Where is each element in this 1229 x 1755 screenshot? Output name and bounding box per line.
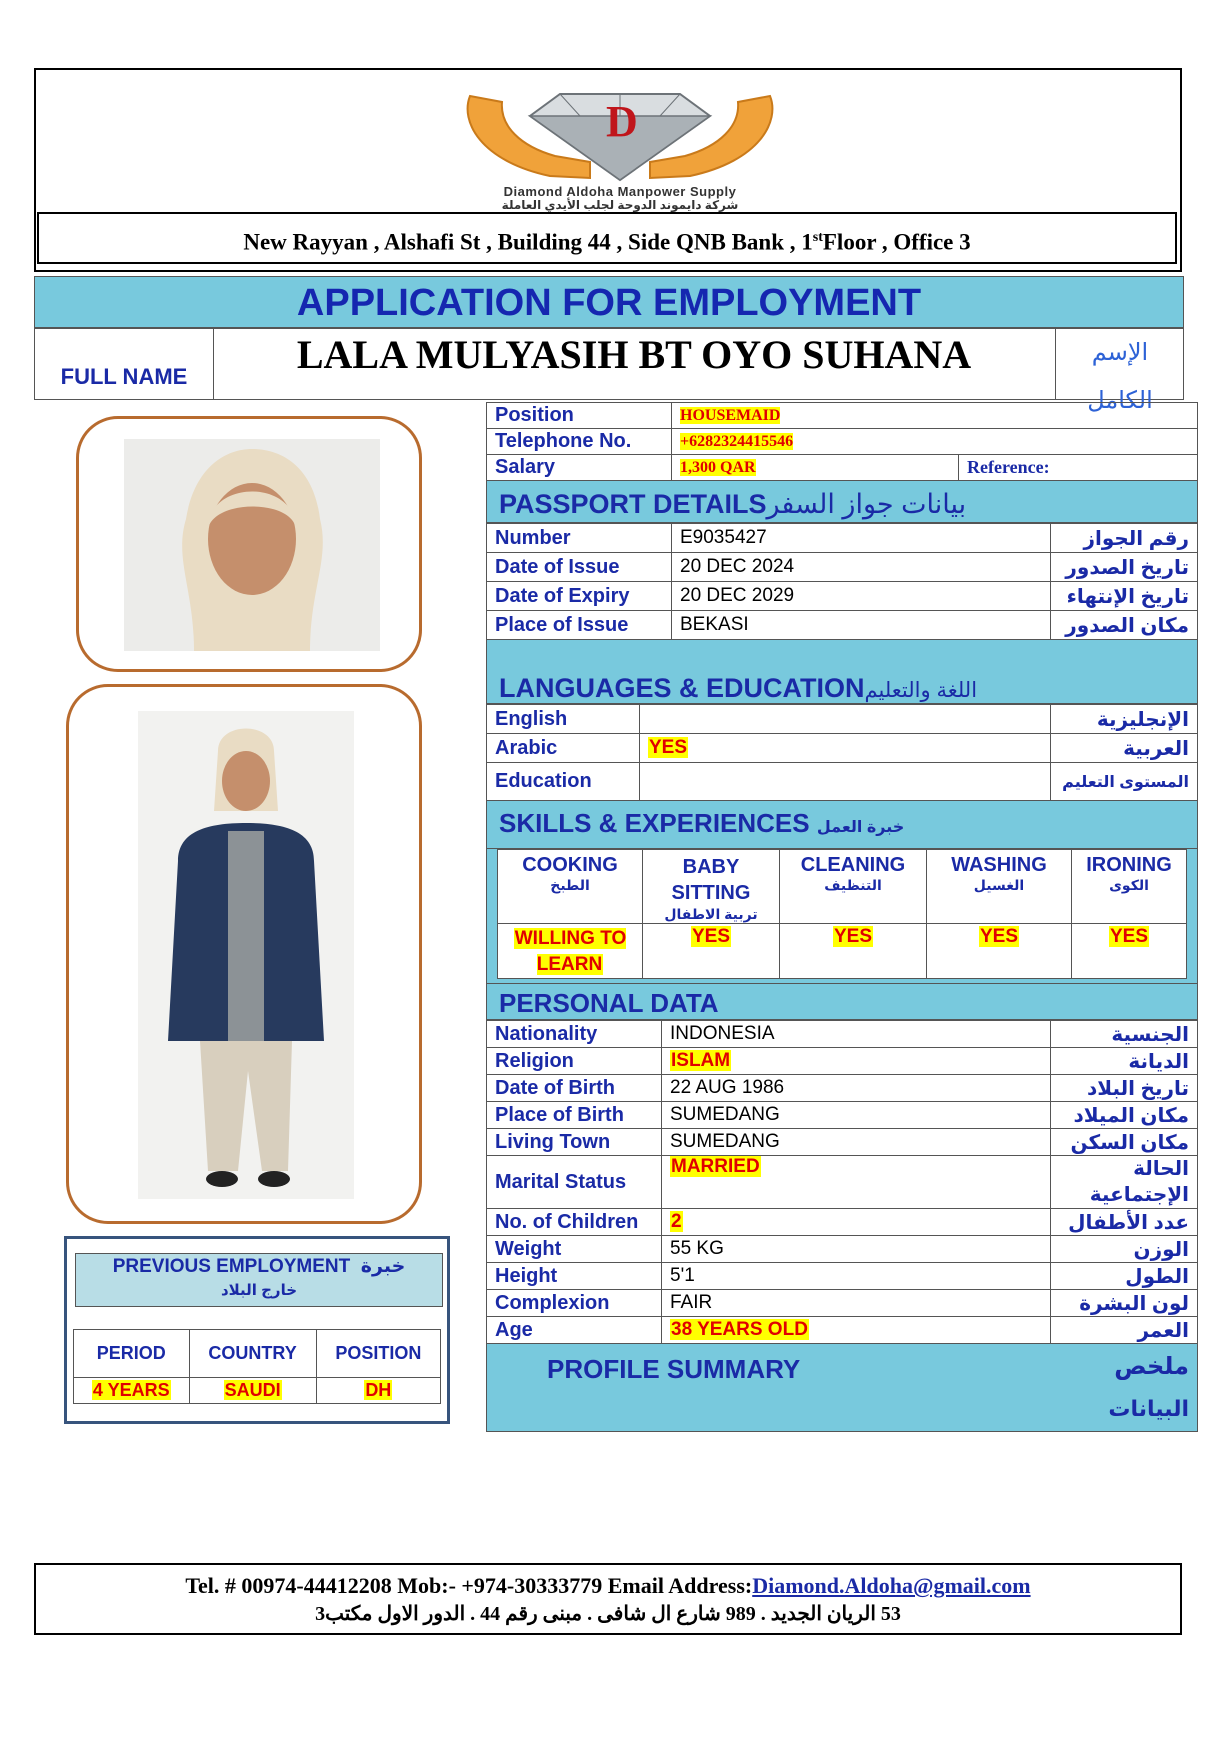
english-value [640, 705, 1051, 734]
job-info-table [486, 402, 1198, 481]
place-of-birth-label: Place of Birth [487, 1102, 662, 1129]
weight-label: Weight [487, 1236, 662, 1263]
passport-section-header: PASSPORT DETAILSبيانات جواز السفر [486, 481, 1198, 523]
children-label: No. of Children [487, 1209, 662, 1236]
employment-period: 4 YEARS [92, 1380, 170, 1400]
height-label-ar: الطول [1051, 1263, 1198, 1290]
marital-status-label-ar: الحالة الإجتماعية [1051, 1156, 1198, 1209]
address-bar [37, 212, 1177, 264]
skills-section-header: SKILLS & EXPERIENCES خبرة العمل [486, 801, 1198, 849]
place-of-issue-label-ar: مكان الصدور [1051, 611, 1198, 640]
full-name-row [34, 328, 1184, 414]
living-town-label-ar: مكان السكن [1051, 1129, 1198, 1156]
logo-text-en: Diamond Aldoha Manpower Supply [503, 184, 737, 199]
application-title-bar [34, 276, 1184, 328]
skill-ironing: IRONING الكوى [1072, 850, 1187, 924]
weight-value: 55 KG [662, 1236, 1051, 1263]
cooking-value: WILLING TO LEARN [514, 928, 627, 975]
profile-summary-title-ar-2: البيانات [1108, 1396, 1189, 1421]
position-value: HOUSEMAID [680, 406, 781, 424]
header-period: PERIOD [74, 1330, 190, 1378]
employment-position: DH [365, 1380, 392, 1400]
arabic-label: Arabic [487, 734, 640, 763]
profile-summary-box [486, 1344, 1198, 1432]
logo-text-ar: شركة دايموند الدوحة لجلب الأيدي العاملة [501, 198, 739, 212]
skill-cleaning: CLEANING التنظيف [780, 850, 927, 924]
arabic-label-ar: العربية [1051, 734, 1198, 763]
complexion-value: FAIR [662, 1290, 1051, 1317]
skill-cooking: COOKING الطبخ [498, 850, 643, 924]
languages-table [486, 704, 1198, 801]
age-value: 38 YEARS OLD [671, 1319, 808, 1340]
expiry-date-value: 20 DEC 2029 [672, 582, 1051, 611]
logo-mark: D [606, 97, 638, 146]
footer-contact: Tel. # 00974-44412208 Mob:- +974-30333779 Email Address:Diamond.Aldoha@gmail.com [185, 1573, 1031, 1598]
salary-value: 1,300 QAR [680, 458, 756, 476]
washing-value: YES [979, 926, 1019, 947]
full-body-photo [138, 711, 354, 1199]
height-label: Height [487, 1263, 662, 1290]
application-title: APPLICATION FOR EMPLOYMENT [296, 282, 922, 324]
dob-label: Date of Birth [487, 1075, 662, 1102]
profile-summary-title-ar-1: ملخص [1114, 1353, 1189, 1380]
place-of-issue-value: BEKASI [672, 611, 1051, 640]
full-name-label: FULL NAME [35, 329, 214, 399]
expiry-date-label: Date of Expiry [487, 582, 672, 611]
english-label: English [487, 705, 640, 734]
religion-label: Religion [487, 1048, 662, 1075]
nationality-label-ar: الجنسية [1051, 1021, 1198, 1048]
passport-number-value: E9035427 [672, 524, 1051, 553]
personal-data-header: PERSONAL DATA [486, 984, 1198, 1020]
children-label-ar: عدد الأطفال [1051, 1209, 1198, 1236]
portrait-photo [124, 439, 380, 651]
position-label: Position [487, 403, 672, 429]
weight-label-ar: الوزن [1051, 1236, 1198, 1263]
religion-value: ISLAM [671, 1050, 731, 1071]
baby-sitting-value: YES [691, 926, 731, 947]
languages-section-header: LANGUAGES & EDUCATIONاللغة والتعليم [486, 640, 1198, 704]
employment-country: SAUDI [224, 1380, 281, 1400]
passport-table [486, 523, 1198, 640]
skill-baby-sitting: BABY SITTING تربية الاطفال [643, 850, 780, 924]
issue-date-value: 20 DEC 2024 [672, 553, 1051, 582]
cleaning-value: YES [833, 926, 873, 947]
nationality-label: Nationality [487, 1021, 662, 1048]
company-logo [440, 76, 800, 210]
email-link[interactable]: Diamond.Aldoha@gmail.com [752, 1573, 1031, 1598]
age-label: Age [487, 1317, 662, 1344]
issue-date-label: Date of Issue [487, 553, 672, 582]
place-of-issue-label: Place of Issue [487, 611, 672, 640]
arabic-value: YES [649, 737, 688, 758]
education-label: Education [487, 763, 640, 801]
children-value: 2 [671, 1211, 682, 1232]
place-of-birth-value: SUMEDANG [662, 1102, 1051, 1129]
company-address: New Rayyan , Alshafi St , Building 44 , Side QNB Bank , 1stFloor , Office 3 [243, 229, 971, 255]
english-label-ar: الإنجليزية [1051, 705, 1198, 734]
dob-label-ar: تاريخ البلاد [1051, 1075, 1198, 1102]
skills-table [497, 849, 1187, 979]
ironing-value: YES [1109, 926, 1149, 947]
salary-label: Salary [487, 455, 672, 481]
header-country: COUNTRY [189, 1330, 316, 1378]
personal-data-table [486, 1020, 1198, 1344]
portrait-photo-frame [76, 416, 422, 672]
nationality-value: INDONESIA [662, 1021, 1051, 1048]
expiry-date-label-ar: تاريخ الإنتهاء [1051, 582, 1198, 611]
reference-label: Reference: [959, 455, 1198, 481]
skills-container [486, 849, 1198, 984]
issue-date-label-ar: تاريخ الصدور [1051, 553, 1198, 582]
telephone-label: Telephone No. [487, 429, 672, 455]
living-town-label: Living Town [487, 1129, 662, 1156]
education-label-ar: المستوى التعليم [1051, 763, 1198, 801]
age-label-ar: العمر [1051, 1317, 1198, 1344]
skill-washing: WASHING الغسيل [927, 850, 1072, 924]
full-body-photo-frame [66, 684, 422, 1224]
education-value [640, 763, 1051, 801]
complexion-label-ar: لون البشرة [1051, 1290, 1198, 1317]
place-of-birth-label-ar: مكان الميلاد [1051, 1102, 1198, 1129]
previous-employment-title: PREVIOUS EMPLOYMENT خبرة خارج البلاد [75, 1253, 443, 1307]
passport-number-label-ar: رقم الجواز [1051, 524, 1198, 553]
passport-number-label: Number [487, 524, 672, 553]
full-name-label-ar: الإسم الكامل [1055, 329, 1184, 399]
marital-status-label: Marital Status [487, 1156, 662, 1209]
religion-label-ar: الديانة [1051, 1048, 1198, 1075]
full-name-value: LALA MULYASIH BT OYO SUHANA [296, 332, 972, 377]
height-value: 5'1 [662, 1263, 1051, 1290]
footer [34, 1563, 1182, 1635]
living-town-value: SUMEDANG [662, 1129, 1051, 1156]
previous-employment-table [73, 1329, 441, 1404]
telephone-value: +6282324415546 [680, 432, 794, 450]
marital-status-value: MARRIED [671, 1156, 760, 1177]
previous-employment-box [64, 1236, 450, 1424]
details-panel [486, 402, 1198, 1432]
header-position: POSITION [316, 1330, 440, 1378]
complexion-label: Complexion [487, 1290, 662, 1317]
footer-address-ar: 53 الريان الجديد . 989 شارع ال شافى . مبنى رقم 44 . الدور الاول مكتب3 [315, 1603, 901, 1625]
dob-value: 22 AUG 1986 [662, 1075, 1051, 1102]
profile-summary-title: PROFILE SUMMARY [547, 1354, 801, 1384]
